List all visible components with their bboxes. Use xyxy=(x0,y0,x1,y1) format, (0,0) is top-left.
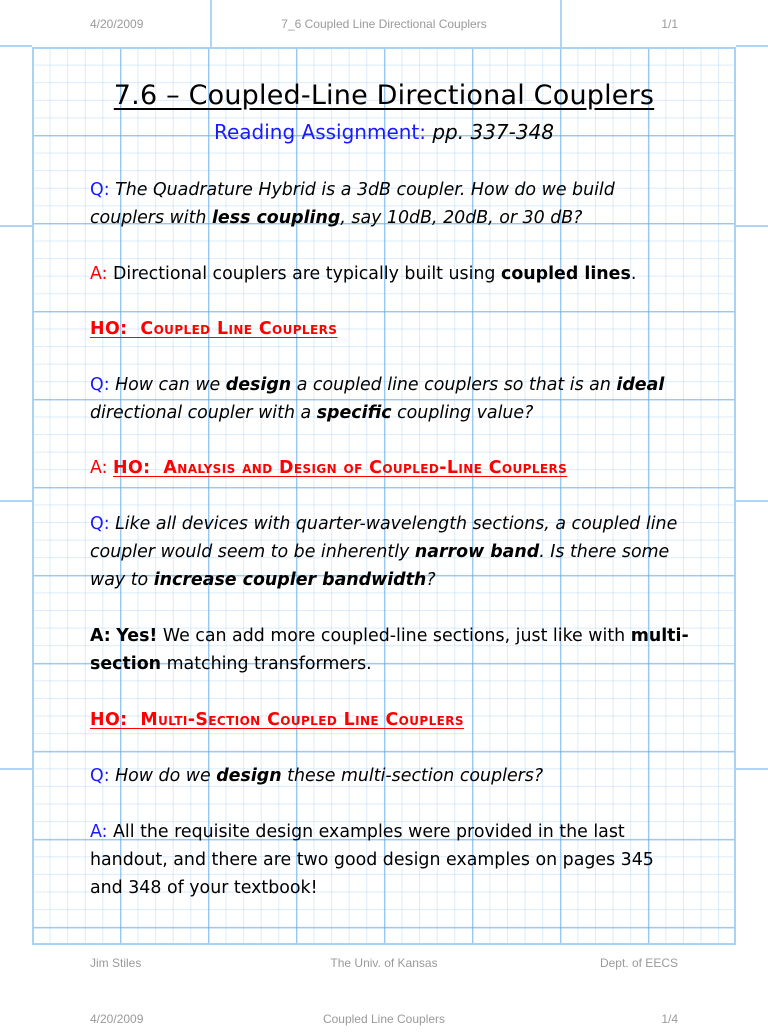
header-date: 4/20/2009 xyxy=(90,17,144,31)
handout-title[interactable]: Coupled Line Couplers xyxy=(140,319,338,339)
grid-edge-line xyxy=(210,0,212,47)
reading-label: Reading Assignment: xyxy=(213,120,426,144)
page-header xyxy=(0,17,768,37)
q-label: Q: xyxy=(90,375,110,395)
handout-title[interactable]: Analysis and Design of Coupled-Line Couplers xyxy=(163,458,568,478)
answer-4: A: All the requisite design examples were provided in the last handout, and there are two good design examples on pages 345 and 348 of your textbook! xyxy=(90,822,654,898)
question-4: Q: How do we design these multi-section couplers? xyxy=(90,766,544,786)
answer-2 xyxy=(90,454,690,482)
next-header-page-number: 1/4 xyxy=(661,1012,678,1026)
grid-edge-line xyxy=(560,0,562,47)
q-label: Q: xyxy=(90,766,110,786)
reading-assignment xyxy=(90,120,678,144)
next-header-title: Coupled Line Couplers xyxy=(322,1012,446,1026)
footer-university: The Univ. of Kansas xyxy=(330,956,438,970)
footer-author: Jim Stiles xyxy=(90,956,142,970)
grid-edge-line xyxy=(736,225,768,227)
next-page-header xyxy=(0,1012,768,1032)
ho-label: HO: xyxy=(112,458,151,478)
grid-edge-line xyxy=(0,45,32,47)
page-footer xyxy=(0,956,768,976)
handout-title[interactable]: Multi-Section Coupled Line Couplers xyxy=(140,710,464,730)
header-page-number: 1/1 xyxy=(661,17,678,31)
q-label: Q: xyxy=(90,514,110,534)
a-label: A: xyxy=(90,822,108,842)
reading-pages: pp. 337-348 xyxy=(432,120,555,144)
question-2: Q: How can we design a coupled line couplers so that is an ideal directional coupler with a specific coupling value? xyxy=(90,375,665,423)
handout-link-3[interactable] xyxy=(90,706,690,734)
a-label: A: xyxy=(90,626,111,646)
q-label: Q: xyxy=(90,180,110,200)
handout-link-1[interactable] xyxy=(90,315,690,343)
footer-department: Dept. of EECS xyxy=(599,956,678,970)
question-1: Q: The Quadrature Hybrid is a 3dB coupler. How do we build couplers with less coupling, say 10dB, 20dB, or 30 dB? xyxy=(90,180,615,228)
page-title: 7.6 – Coupled-Line Directional Couplers xyxy=(113,80,655,111)
next-header-date: 4/20/2009 xyxy=(90,1012,144,1026)
grid-edge-line xyxy=(0,500,32,502)
answer-3: A: Yes! We can add more coupled-line sections, just like with multi-section matching transformers. xyxy=(90,626,689,674)
grid-edge-line xyxy=(736,500,768,502)
grid-edge-line xyxy=(736,768,768,770)
grid-edge-line xyxy=(736,45,768,47)
ho-label: HO: xyxy=(90,710,128,730)
a-label: A: xyxy=(90,458,108,478)
answer-1: A: Directional couplers are typically built using coupled lines. xyxy=(90,264,637,284)
ho-label: HO: xyxy=(90,319,128,339)
question-3: Q: Like all devices with quarter-wavelength sections, a coupled line coupler would seem to be inherently narrow band. Is there some way to increase coupler bandwidth? xyxy=(90,514,678,590)
grid-edge-line xyxy=(0,225,32,227)
grid-edge-line xyxy=(0,768,32,770)
header-title: 7_6 Coupled Line Directional Couplers xyxy=(281,17,487,31)
a-label: A: xyxy=(90,264,108,284)
